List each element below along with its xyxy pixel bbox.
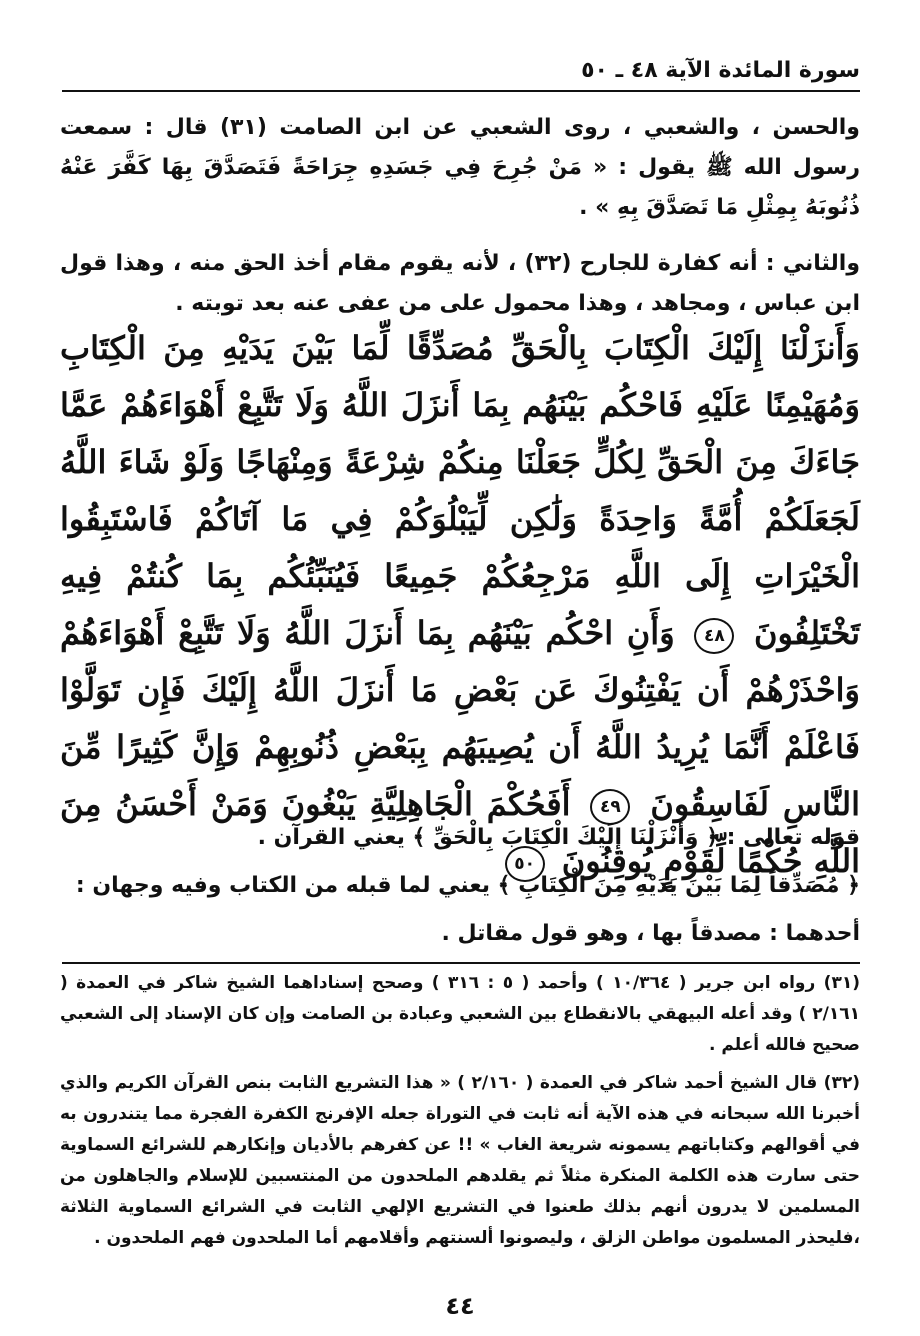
footnote-separator xyxy=(62,962,860,964)
paragraph-second-opinion: والثاني : أنه كفارة للجارح (٣٢) ، لأنه يقوم مقام أخذ الحق منه ، وهذا قول ابن عباس ، ومجاهد ، وهذا محمول على من عفى عنه بعد توبته . xyxy=(60,251,860,316)
verse-50-number: ٥٠ xyxy=(505,846,545,882)
commentary-line-2: ﴿ مُصَدِّقاً لِمَا بَيْنَ يَدَيْهِ مِنَ الْكِتَابِ ﴾ يعني لما قبله من الكتاب وفيه وجهان : xyxy=(75,873,860,898)
commentary-line-1: قوله تعالى : ﴿ وَأَنْزَلْنَا إِلَيْكَ الْكِتَابَ بِالْحَقِّ ﴾ يعني القرآن . xyxy=(257,825,860,850)
header-title: سورة المائدة الآية ٤٨ ـ ٥٠ xyxy=(581,58,860,83)
footnote-32: (٣٢) قال الشيخ أحمد شاكر في العمدة ( ٢/١٦٠ ) « هذا التشريع الثابت بنص القرآن الكريم والذي أخبرنا الله سبحانه في هذه الآية أنه ثابت في التوراة جعله الإفرنج الكفرة الفجرة مما يتندرون به في أقوالهم وكتاباتهم يسمونه شريعة الغاب » !! عن كفرهم بالأديان وإنكارهم للشرائع السماوية حتى سارت هذه الكلمة المنكرة مثلاً ثم يقلدهم الملحدون من المنتسبين للإسلام والجاهلون من المسلمين لا يدرون أنهم بذلك طعنوا في التشريع الإلهي الثابت في الشرائع السماوية الثلاثة ،فليحذر المسلمون مواطن الزلق ، وليصونوا ألسنتهم وأقلامهم أما الملحدون فهم الملحدون . xyxy=(60,1073,860,1248)
verse-49-text: وَأَنِ احْكُم بَيْنَهُم بِمَا أَنزَلَ اللَّهُ وَلَا تَتَّبِعْ أَهْوَاءَهُمْ وَاحْذَرْهُمْ أَن يَفْتِنُوكَ عَن بَعْضِ مَا أَنزَلَ اللَّهُ إِلَيْكَ فَإِن تَوَلَّوْا فَاعْلَمْ أَنَّمَا يُرِيدُ اللَّهُ أَن يُصِيبَهُم بِبَعْضِ ذُنُوبِهِمْ وَإِنَّ كَثِيرًا مِّنَ النَّاسِ لَفَاسِقُونَ xyxy=(60,614,861,823)
page-number: ٤٤ xyxy=(445,1292,475,1320)
running-header xyxy=(62,52,860,92)
verse-50-text: أَفَحُكْمَ الْجَاهِلِيَّةِ يَبْغُونَ وَمَنْ أَحْسَنُ مِنَ اللَّهِ حُكْمًا لِّقَوْمٍ يُوقِنُونَ xyxy=(60,785,860,880)
verse-48-number: ٤٨ xyxy=(694,618,734,654)
verse-49-number: ٤٩ xyxy=(590,789,630,825)
quran-verses-block xyxy=(60,320,860,890)
commentary-line-3: أحدهما : مصدقاً بها ، وهو قول مقاتل . xyxy=(441,921,860,946)
paragraph-hadith: والحسن ، والشعبي ، روى الشعبي عن ابن الصامت (٣١) قال : سمعت رسول الله ﷺ يقول : « مَنْ جُرِحَ فِي جَسَدِهِ جِرَاحَةً فَتَصَدَّقَ بِهَا كَفَّرَ عَنْهُ ذُنُوبَهُ بِمِثْلِ مَا تَصَدَّقَ بِهِ » . xyxy=(60,115,860,220)
footnote-31: (٣١) رواه ابن جرير ( ١٠/٣٦٤ ) وأحمد ( ٥ : ٣١٦ ) وصحح إسناداهما الشيخ شاكر في العمدة ( ٢/١٦١ ) وقد أعله البيهقي بالانقطاع بين الشعبي وعبادة بن الصامت وإن كان الإسناد إلى الشعبي صحيح فالله أعلم . xyxy=(60,973,860,1055)
verse-48-text: وَأَنزَلْنَا إِلَيْكَ الْكِتَابَ بِالْحَقِّ مُصَدِّقًا لِّمَا بَيْنَ يَدَيْهِ مِنَ الْكِتَابِ وَمُهَيْمِنًا عَلَيْهِ فَاحْكُم بَيْنَهُم بِمَا أَنزَلَ اللَّهُ وَلَا تَتَّبِعْ أَهْوَاءَهُمْ عَمَّا جَاءَكَ مِنَ الْحَقِّ لِكُلٍّ جَعَلْنَا مِنكُمْ شِرْعَةً وَمِنْهَاجًا وَلَوْ شَاءَ اللَّهُ لَجَعَلَكُمْ أُمَّةً وَاحِدَةً وَلَٰكِن لِّيَبْلُوَكُمْ فِي مَا آتَاكُمْ فَاسْتَبِقُوا الْخَيْرَاتِ إِلَى اللَّهِ مَرْجِعُكُمْ جَمِيعًا فَيُنَبِّئُكُم بِمَا كُنتُمْ فِيهِ تَخْتَلِفُونَ xyxy=(60,329,861,652)
